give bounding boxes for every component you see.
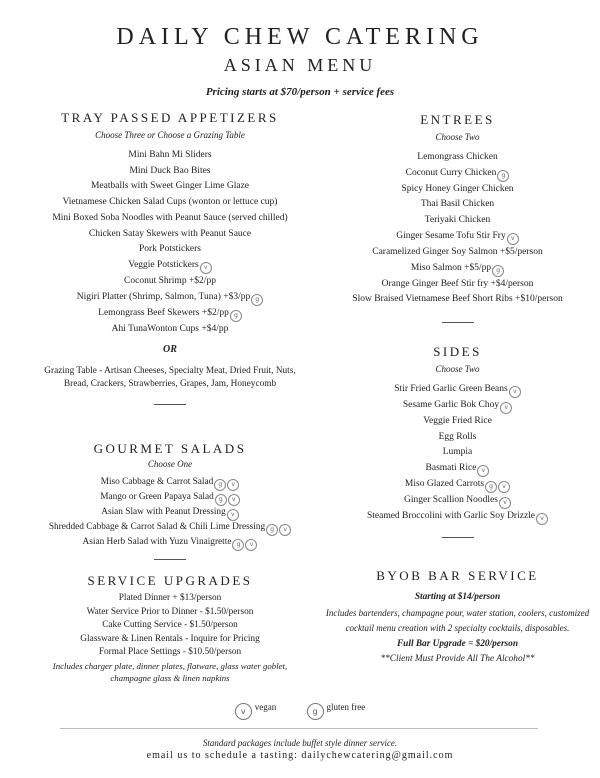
- byob-section: [315, 568, 600, 668]
- vegan-icon: v: [200, 262, 212, 274]
- divider: [442, 537, 474, 538]
- menu-item-name: Caramelized Ginger Soy Salmon +$5/person: [372, 246, 543, 257]
- vegan-icon: v: [509, 386, 521, 398]
- menu-item: [20, 536, 320, 551]
- footer-divider: [60, 728, 538, 729]
- salads-subtitle: Choose One: [147, 459, 193, 469]
- salads-title: GOURMET SALADS: [93, 441, 247, 456]
- byob-starting: Starting at $14/person: [414, 592, 501, 602]
- salads-list: [20, 476, 320, 551]
- upgrade-item: Glassware & Linen Rentals - Inquire for Pricing: [80, 633, 260, 644]
- appetizers-section: [20, 110, 320, 405]
- menu-item: [20, 306, 320, 322]
- menu-item-name: Mini Duck Bao Bites: [129, 165, 211, 176]
- diet-legend: [0, 702, 600, 720]
- sides-section: [315, 344, 600, 538]
- menu-item: [315, 445, 600, 461]
- menu-item: [315, 182, 600, 198]
- menu-item: [315, 414, 600, 430]
- entrees-list: [315, 150, 600, 308]
- gluten-free-icon: g: [232, 539, 244, 551]
- menu-item-name: Vietnamese Chicken Salad Cups (wonton or lettuce cup): [62, 197, 278, 208]
- vegan-icon: v: [235, 703, 252, 720]
- menu-item: [20, 148, 320, 164]
- menu-item-name: Slow Braised Vietnamese Beef Short Ribs +$10/person: [352, 294, 563, 305]
- footer-contact: email us to schedule a tasting: dailychewcatering@gmail.com: [146, 750, 454, 761]
- menu-title: ASIAN MENU: [223, 55, 377, 75]
- menu-item: [315, 461, 600, 477]
- menu-item: [315, 277, 600, 293]
- menu-item-name: Asian Slaw with Peanut Dressing: [101, 507, 226, 517]
- menu-item-name: Mini Boxed Soba Noodles with Peanut Sauce (served chilled): [52, 212, 288, 223]
- menu-item-name: Lemongrass Chicken: [417, 152, 498, 162]
- menu-item-name: Teriyaki Chicken: [424, 215, 491, 226]
- menu-item-name: Pork Potstickers: [138, 244, 201, 255]
- legend-vegan: [235, 702, 279, 716]
- menu-item: [315, 229, 600, 245]
- menu-item: [315, 150, 600, 166]
- sides-subtitle: Choose Two: [435, 364, 480, 374]
- menu-item-name: Spicy Honey Ginger Chicken: [401, 183, 514, 194]
- menu-item-name: Miso Salmon +$5/pp: [410, 262, 492, 273]
- menu-item: [20, 476, 320, 491]
- vegan-icon: v: [245, 539, 257, 551]
- gluten-free-icon: g: [485, 481, 497, 493]
- vegan-icon: v: [498, 481, 510, 493]
- upgrades-title: SERVICE UPGRADES: [87, 573, 253, 588]
- menu-item: [20, 290, 320, 306]
- legend-vegan-label: vegan: [254, 702, 277, 712]
- menu-item-name: Miso Cabbage & Carrot Salad: [100, 477, 214, 487]
- menu-item: [315, 382, 600, 398]
- menu-item-name: Ahi TunaWonton Cups +$4/pp: [111, 323, 229, 334]
- salads-section: [20, 441, 320, 560]
- menu-item-name: Steamed Broccolini with Garlic Soy Drizzle: [366, 511, 536, 522]
- sides-list: [315, 382, 600, 525]
- byob-description: Includes bartenders, champagne pour, water station, coolers, customized cocktail menu creation with 2 specialty cocktails, disposables.: [325, 607, 590, 634]
- entrees-section: [315, 112, 600, 323]
- divider: [154, 559, 186, 560]
- menu-item: [315, 477, 600, 493]
- gluten-free-icon: g: [214, 479, 226, 491]
- menu-item-name: Egg Rolls: [438, 431, 477, 442]
- byob-upgrade: Full Bar Upgrade = $20/person: [396, 638, 518, 649]
- menu-item: [315, 509, 600, 525]
- legend-gluten-free-label: gluten free: [326, 702, 366, 712]
- menu-item: [20, 227, 320, 243]
- menu-item: [315, 245, 600, 261]
- vegan-icon: v: [227, 509, 239, 521]
- menu-item: [20, 258, 320, 274]
- menu-item: [20, 322, 320, 338]
- vegan-icon: v: [536, 513, 548, 525]
- menu-item-name: Sesame Garlic Bok Choy: [402, 400, 500, 410]
- menu-item-name: Shredded Cabbage & Carrot Salad & Chili Lime Dressing: [48, 522, 266, 532]
- menu-item: [315, 430, 600, 446]
- menu-item: [315, 398, 600, 414]
- menu-item-name: Nigiri Platter (Shrimp, Salmon, Tuna) +$3/pp: [76, 291, 251, 302]
- brand-title: DAILY CHEW CATERING: [116, 24, 484, 50]
- menu-item: [315, 261, 600, 277]
- menu-item: [315, 292, 600, 308]
- gluten-free-icon: g: [492, 265, 504, 277]
- menu-item-name: Coconut Curry Chicken: [405, 167, 497, 178]
- menu-item-name: Veggie Potstickers: [128, 259, 199, 270]
- menu-item-name: Chicken Satay Skewers with Peanut Sauce: [88, 228, 252, 239]
- vegan-icon: v: [507, 233, 519, 245]
- divider: [154, 404, 186, 405]
- menu-item: [20, 179, 320, 195]
- pricing-note: Pricing starts at $70/person + service fees: [205, 86, 395, 98]
- footer-note: Standard packages include buffet style dinner service.: [202, 738, 398, 748]
- menu-item-name: Orange Ginger Beef Stir fry +$4/person: [381, 278, 534, 289]
- entrees-subtitle: Choose Two: [435, 132, 480, 142]
- sides-title: SIDES: [433, 344, 482, 359]
- menu-item: [315, 166, 600, 182]
- upgrade-item: Water Service Prior to Dinner - $1.50/person: [86, 606, 254, 617]
- menu-item-name: Mini Bahn Mi Sliders: [128, 150, 212, 160]
- gluten-free-icon: g: [307, 703, 324, 720]
- menu-item-name: Veggie Fried Rice: [423, 416, 492, 426]
- menu-item-name: Asian Herb Salad with Yuzu Vinaigrette: [82, 537, 232, 547]
- vegan-icon: v: [227, 479, 239, 491]
- menu-item: [20, 242, 320, 258]
- appetizers-title: TRAY PASSED APPETIZERS: [61, 110, 279, 125]
- vegan-icon: v: [228, 494, 240, 506]
- menu-item: [20, 164, 320, 180]
- upgrade-item: Cake Cutting Service - $1.50/person: [102, 620, 238, 630]
- vegan-icon: v: [499, 497, 511, 509]
- menu-item-name: Lumpia: [442, 447, 473, 458]
- entrees-title: ENTREES: [420, 112, 495, 127]
- byob-note: **Client Must Provide All The Alcohol**: [380, 654, 535, 665]
- appetizers-list: [20, 148, 320, 337]
- byob-title: BYOB BAR SERVICE: [376, 568, 539, 583]
- menu-item-name: Coconut Shrimp +$2/pp: [124, 275, 216, 286]
- vegan-icon: v: [477, 465, 489, 477]
- menu-item: [20, 521, 320, 536]
- upgrades-list: [20, 592, 320, 660]
- gluten-free-icon: g: [215, 494, 227, 506]
- menu-item-name: Basmati Rice: [425, 463, 477, 474]
- menu-item-name: Meatballs with Sweet Ginger Lime Glaze: [90, 181, 250, 192]
- upgrade-item: Plated Dinner + $13/person: [118, 593, 222, 603]
- appetizers-subtitle: Choose Three or Choose a Grazing Table: [95, 130, 245, 140]
- menu-item: [20, 506, 320, 521]
- gluten-free-icon: g: [230, 310, 242, 322]
- menu-item: [315, 213, 600, 229]
- gluten-free-icon: g: [266, 524, 278, 536]
- menu-item: [315, 197, 600, 213]
- menu-item-name: Stir Fried Garlic Green Beans: [394, 384, 508, 394]
- menu-item-name: Lemongrass Beef Skewers +$2/pp: [98, 307, 229, 318]
- menu-item: [20, 274, 320, 290]
- gluten-free-icon: g: [497, 170, 509, 182]
- menu-item: [20, 195, 320, 211]
- menu-item-name: Ginger Sesame Tofu Stir Fry: [396, 230, 506, 241]
- menu-item: [20, 491, 320, 506]
- gluten-free-icon: g: [251, 294, 263, 306]
- vegan-icon: v: [500, 402, 512, 414]
- menu-item-name: Ginger Scallion Noodles: [404, 495, 498, 506]
- upgrade-item: Formal Place Settings - $10.50/person: [98, 647, 242, 657]
- upgrades-section: [20, 573, 320, 685]
- vegan-icon: v: [279, 524, 291, 536]
- menu-item-name: Mango or Green Papaya Salad: [100, 492, 214, 502]
- menu-item-name: Thai Basil Chicken: [420, 199, 495, 210]
- divider: [442, 322, 474, 323]
- menu-item: [315, 493, 600, 509]
- grazing-table: Grazing Table - Artisan Cheeses, Specialty Meat, Dried Fruit, Nuts, Bread, Crackers, Strawberries, Grapes, Jam, Honeycomb: [44, 366, 296, 389]
- menu-item: [20, 211, 320, 227]
- legend-gluten-free: [307, 702, 366, 716]
- or-label: OR: [163, 344, 177, 356]
- menu-item-name: Miso Glazed Carrots: [404, 479, 485, 490]
- upgrades-note: Includes charger plate, dinner plates, flatware, glass water goblet, champagne glass & linen napkins: [52, 660, 288, 683]
